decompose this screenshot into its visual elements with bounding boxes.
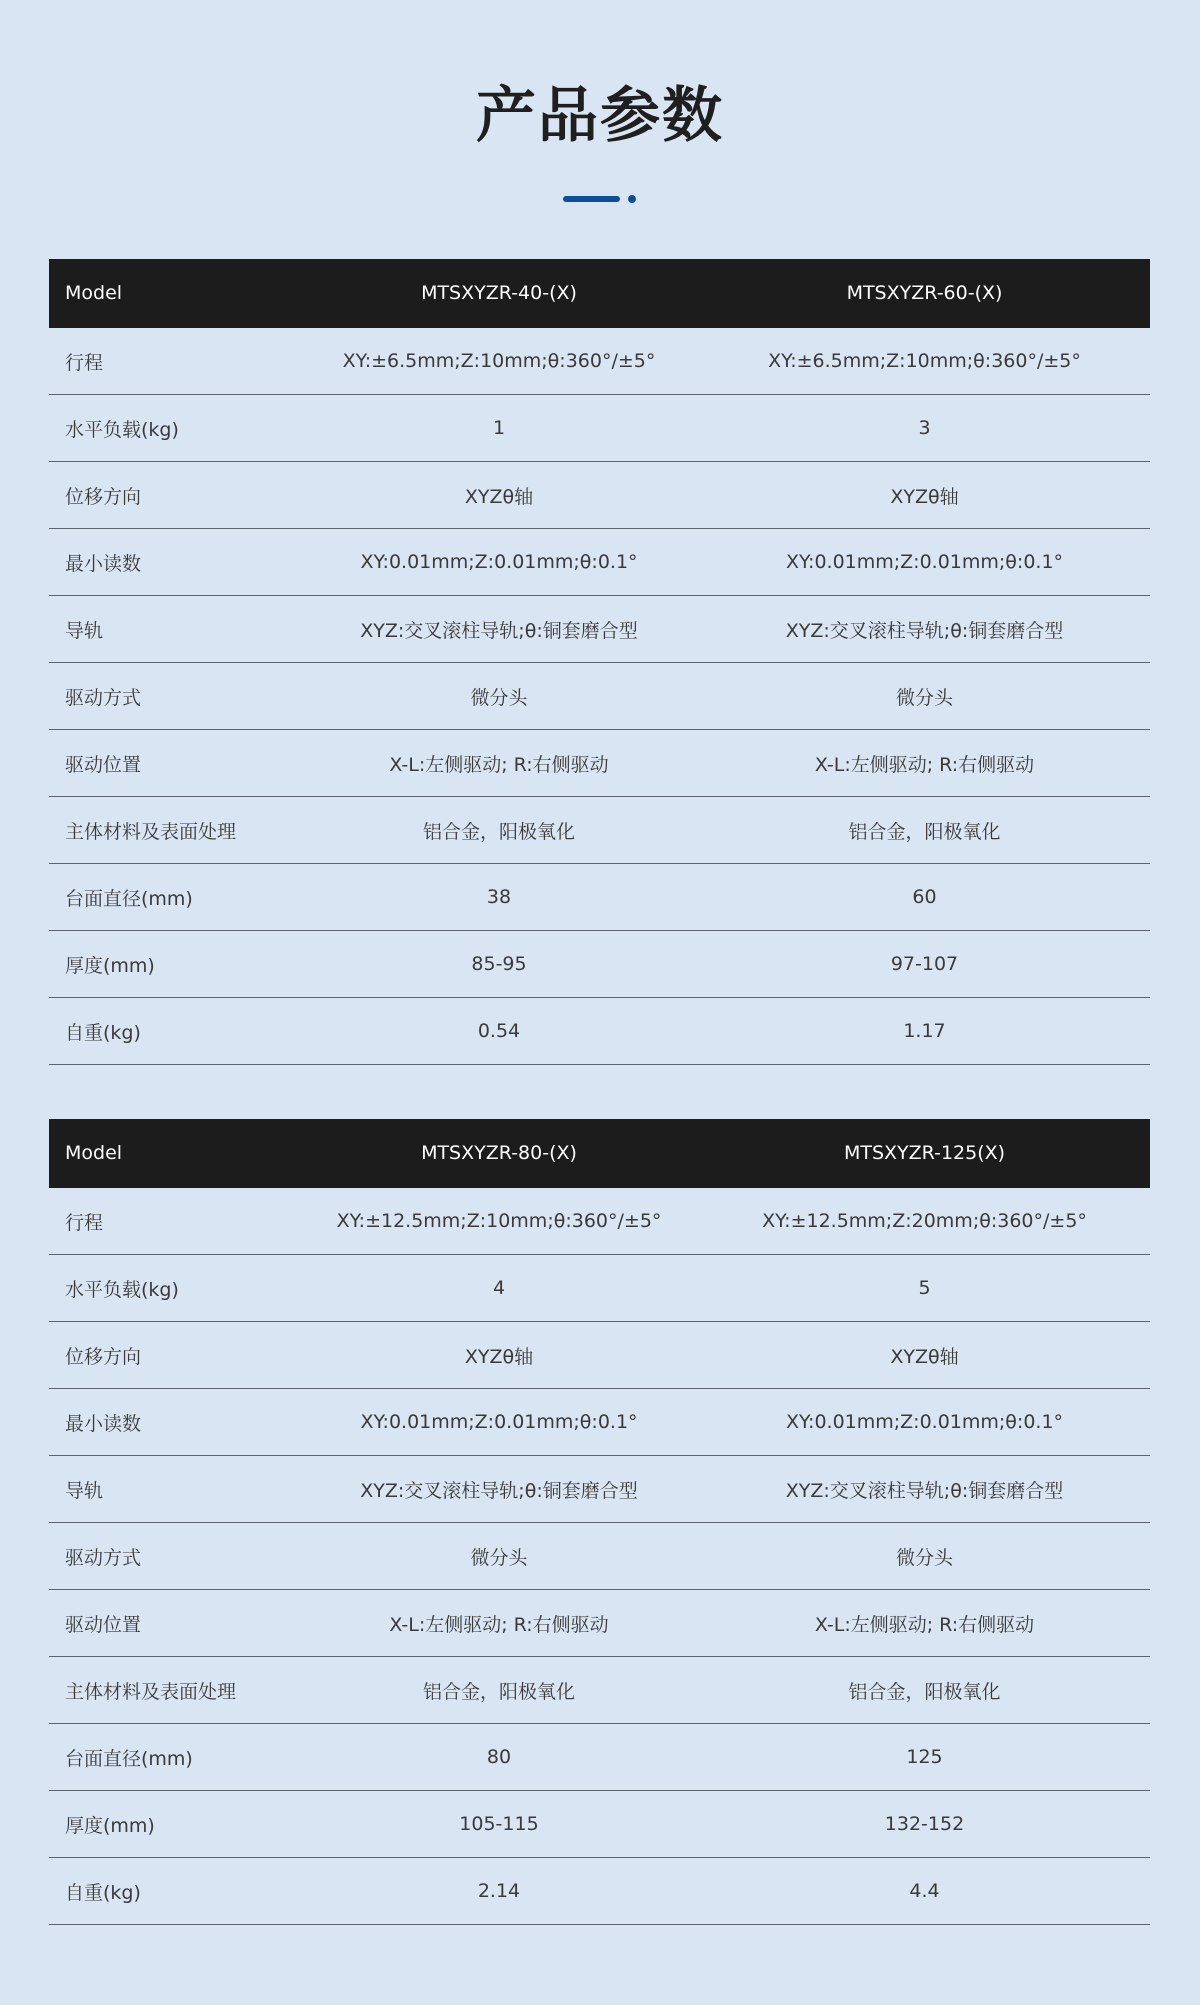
param-value-1: XY:0.01mm;Z:0.01mm;θ:0.1° — [299, 1389, 699, 1456]
param-label: 驱动位置 — [49, 1590, 299, 1657]
param-value-2: 1.17 — [699, 998, 1150, 1065]
param-label: 行程 — [49, 328, 299, 395]
table-row — [49, 797, 1150, 864]
header-model-2: MTSXYZR-60-(X) — [699, 259, 1150, 328]
param-value-1: 1 — [299, 395, 699, 462]
param-value-1: 微分头 — [299, 663, 699, 730]
table-row — [49, 1188, 1150, 1255]
table-row — [49, 1724, 1150, 1791]
title-divider-dot — [628, 195, 636, 203]
param-value-1: XYZθ轴 — [299, 1322, 699, 1389]
table-body — [49, 1188, 1150, 1925]
table-row — [49, 529, 1150, 596]
param-value-1: XYZ:交叉滚柱导轨;θ:铜套磨合型 — [299, 596, 699, 663]
table-row — [49, 328, 1150, 395]
param-label: 导轨 — [49, 596, 299, 663]
param-value-2: XY:±12.5mm;Z:20mm;θ:360°/±5° — [699, 1188, 1150, 1255]
table-row — [49, 462, 1150, 529]
param-value-2: 铝合金，阳极氧化 — [699, 1657, 1150, 1724]
param-value-2: 4.4 — [699, 1858, 1150, 1925]
param-label: 位移方向 — [49, 462, 299, 529]
param-label: 最小读数 — [49, 1389, 299, 1456]
param-value-2: XYZ:交叉滚柱导轨;θ:铜套磨合型 — [699, 1456, 1150, 1523]
param-value-1: 85-95 — [299, 931, 699, 998]
param-value-1: X-L:左侧驱动; R:右侧驱动 — [299, 1590, 699, 1657]
param-value-1: XY:±12.5mm;Z:10mm;θ:360°/±5° — [299, 1188, 699, 1255]
table-row — [49, 596, 1150, 663]
table-row — [49, 1523, 1150, 1590]
param-value-1: X-L:左侧驱动; R:右侧驱动 — [299, 730, 699, 797]
param-label: 最小读数 — [49, 529, 299, 596]
table-row — [49, 864, 1150, 931]
param-label: 驱动方式 — [49, 1523, 299, 1590]
param-label: 驱动位置 — [49, 730, 299, 797]
table-row — [49, 1389, 1150, 1456]
param-value-1: 0.54 — [299, 998, 699, 1065]
header-model-2: MTSXYZR-125(X) — [699, 1119, 1150, 1188]
table-row — [49, 1255, 1150, 1322]
param-value-2: 5 — [699, 1255, 1150, 1322]
param-label: 主体材料及表面处理 — [49, 797, 299, 864]
spec-table-1 — [49, 259, 1150, 1065]
param-value-2: XYZθ轴 — [699, 1322, 1150, 1389]
spec-table-2 — [49, 1119, 1150, 1925]
table-body — [49, 328, 1150, 1065]
param-value-2: 97-107 — [699, 931, 1150, 998]
param-value-2: X-L:左侧驱动; R:右侧驱动 — [699, 730, 1150, 797]
param-value-2: XYZθ轴 — [699, 462, 1150, 529]
param-label: 台面直径(mm) — [49, 1724, 299, 1791]
param-value-2: XY:0.01mm;Z:0.01mm;θ:0.1° — [699, 1389, 1150, 1456]
param-value-1: XY:0.01mm;Z:0.01mm;θ:0.1° — [299, 529, 699, 596]
table-row — [49, 1590, 1150, 1657]
title-divider-dash — [563, 196, 620, 202]
param-value-1: 铝合金，阳极氧化 — [299, 1657, 699, 1724]
param-value-2: XY:0.01mm;Z:0.01mm;θ:0.1° — [699, 529, 1150, 596]
header-model-label: Model — [49, 1119, 299, 1188]
param-value-2: X-L:左侧驱动; R:右侧驱动 — [699, 1590, 1150, 1657]
table-row — [49, 931, 1150, 998]
table-header-row — [49, 1119, 1150, 1188]
table-row — [49, 395, 1150, 462]
page-title: 产品参数 — [476, 81, 724, 151]
param-value-2: 60 — [699, 864, 1150, 931]
header-model-1: MTSXYZR-40-(X) — [299, 259, 699, 328]
param-label: 自重(kg) — [49, 998, 299, 1065]
table-row — [49, 1858, 1150, 1925]
header-model-label: Model — [49, 259, 299, 328]
param-value-1: XY:±6.5mm;Z:10mm;θ:360°/±5° — [299, 328, 699, 395]
table-row — [49, 1791, 1150, 1858]
param-value-2: 125 — [699, 1724, 1150, 1791]
param-value-2: XY:±6.5mm;Z:10mm;θ:360°/±5° — [699, 328, 1150, 395]
param-value-2: 微分头 — [699, 1523, 1150, 1590]
param-value-1: 80 — [299, 1724, 699, 1791]
param-value-1: 38 — [299, 864, 699, 931]
param-label: 水平负载(kg) — [49, 395, 299, 462]
param-value-1: 4 — [299, 1255, 699, 1322]
param-label: 厚度(mm) — [49, 1791, 299, 1858]
param-value-1: 微分头 — [299, 1523, 699, 1590]
param-label: 驱动方式 — [49, 663, 299, 730]
param-value-2: XYZ:交叉滚柱导轨;θ:铜套磨合型 — [699, 596, 1150, 663]
table-row — [49, 663, 1150, 730]
param-value-1: XYZ:交叉滚柱导轨;θ:铜套磨合型 — [299, 1456, 699, 1523]
table-row — [49, 998, 1150, 1065]
param-label: 厚度(mm) — [49, 931, 299, 998]
table-row — [49, 1456, 1150, 1523]
param-label: 行程 — [49, 1188, 299, 1255]
param-label: 水平负载(kg) — [49, 1255, 299, 1322]
param-label: 台面直径(mm) — [49, 864, 299, 931]
param-label: 导轨 — [49, 1456, 299, 1523]
table-row — [49, 1322, 1150, 1389]
param-value-1: 105-115 — [299, 1791, 699, 1858]
param-label: 位移方向 — [49, 1322, 299, 1389]
param-label: 自重(kg) — [49, 1858, 299, 1925]
param-value-2: 微分头 — [699, 663, 1150, 730]
table-header-row — [49, 259, 1150, 328]
param-label: 主体材料及表面处理 — [49, 1657, 299, 1724]
param-value-2: 132-152 — [699, 1791, 1150, 1858]
param-value-1: 2.14 — [299, 1858, 699, 1925]
table-row — [49, 1657, 1150, 1724]
header-model-1: MTSXYZR-80-(X) — [299, 1119, 699, 1188]
param-value-2: 铝合金，阳极氧化 — [699, 797, 1150, 864]
param-value-1: 铝合金，阳极氧化 — [299, 797, 699, 864]
param-value-2: 3 — [699, 395, 1150, 462]
param-value-1: XYZθ轴 — [299, 462, 699, 529]
table-row — [49, 730, 1150, 797]
